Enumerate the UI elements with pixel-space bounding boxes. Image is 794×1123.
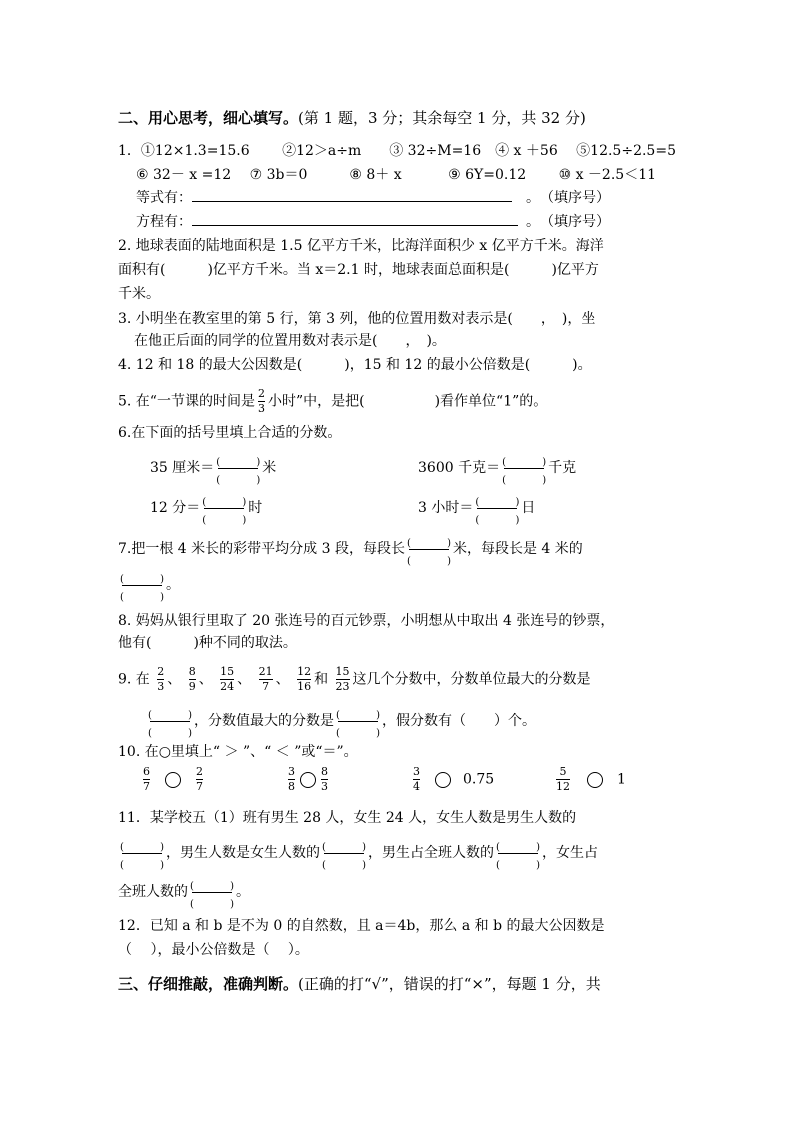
q11-blank-4[interactable] <box>190 884 234 900</box>
q2-line2: 面积有( )亿平方千米。当 x＝2.1 时，地球表面总面积是( )亿平方 <box>118 262 599 278</box>
q1-line2: ⑥ 32－ x =12 ⑦ 3b＝0 ⑧ 8＋ x ⑨ 6Y=0.12 ⑩ x －2.5＜11 <box>136 167 657 183</box>
q6-item-d: 3 小时＝ 日 <box>418 500 536 516</box>
q6-d-blank[interactable] <box>475 500 519 516</box>
q9-frac-2: $\frac{8}{9}$ <box>188 665 196 693</box>
q9-frac-4: $\frac{21}{7}$ <box>258 665 273 693</box>
q9-frac-1: $\frac{2}{3}$ <box>157 665 165 693</box>
q1-equation-row <box>136 187 610 208</box>
q5-post: 小时”中，是把( )看作单位“1”的。 <box>267 393 548 410</box>
q9-blank-1[interactable] <box>148 713 192 729</box>
q10-pair-1: $\frac{6}{7}$ $\frac{2}{7}$ <box>143 765 203 793</box>
q9-line2: ，分数值最大的分数是 ，假分数有（ ）个。 <box>146 711 536 731</box>
equation-tail: 。 （填序号） <box>526 190 610 206</box>
q10-pair-2: $\frac{3}{8}$ $\frac{8}{3}$ <box>288 765 328 793</box>
q2-line3: 千米。 <box>118 286 160 302</box>
q10-pair-3: $\frac{3}{4}$ 0.75 <box>413 765 495 793</box>
q6-title: 6.在下面的括号里填上合适的分数。 <box>118 425 342 441</box>
q8-line1: 8. 妈妈从银行里取了 20 张连号的百元钞票，小明想从中取出 4 张连号的钞票， <box>118 613 615 629</box>
q11-blank-2[interactable] <box>322 845 366 861</box>
compare-circle[interactable] <box>435 772 451 788</box>
q7-blank-2[interactable] <box>120 577 164 593</box>
compare-circle[interactable] <box>165 772 181 788</box>
q5-pre: 5. 在“一节课的时间是 <box>118 393 255 410</box>
section-2-title: 二、用心思考，细心填写。 <box>118 109 299 127</box>
section-3-header <box>118 974 601 994</box>
q7-line2: 。 <box>118 575 180 595</box>
q7-line1: 7.把一根 4 米长的彩带平均分成 3 段，每段长 米，每段长是 4 米的 <box>118 541 583 557</box>
q8-line2: 他有( )种不同的取法。 <box>118 635 297 651</box>
equation-label: 等式有： <box>136 190 192 206</box>
q9-frac-5: $\frac{12}{16}$ <box>297 665 312 693</box>
q9-line1: 9. 在 $\frac{2}{3}$ 、 $\frac{8}{9}$ 、 $\frac{15}{24}$ 、 $\frac{21}{7}$ 、 $\frac{12}{16}$ 和 $\frac{15}{23}$ 这几个分数中，分数单位最大的分数是 <box>118 665 591 693</box>
section-2-note: (第 1 题，3 分；其余每空 1 分，共 32 分) <box>298 109 586 127</box>
q3-line2: 在他正后面的同学的位置用数对表示是( ， )。 <box>134 333 446 349</box>
q12-line2: （ ），最小公倍数是（ ）。 <box>118 942 309 958</box>
q12-line1: 12．已知 a 和 b 是不为 0 的自然数，且 a＝4b，那么 a 和 b 的最大公因数是 <box>118 918 605 934</box>
compare-circle[interactable] <box>587 772 603 788</box>
formula-tail: 。 （填序号） <box>526 214 610 230</box>
q11-line1: 11．某学校五（1）班有男生 28 人，女生 24 人，女生人数是男生人数的 <box>118 810 577 826</box>
formula-label: 方程有： <box>136 214 192 230</box>
q5-line <box>118 388 547 415</box>
q6-c-blank[interactable] <box>202 500 246 516</box>
q9-frac-3: $\frac{15}{24}$ <box>220 665 235 693</box>
q9-blank-2[interactable] <box>336 713 380 729</box>
q6-item-a: 35 厘米＝ 米 <box>150 460 277 476</box>
q4-line: 4. 12 和 18 的最大公因数是( )，15 和 12 的最小公倍数是( )。 <box>118 357 592 373</box>
section-2-header <box>118 108 586 128</box>
section-3-title: 三、仔细推敲，准确判断。 <box>118 975 299 993</box>
section-3-note: (正确的打“√”，错误的打“×”，每题 1 分，共 <box>298 975 601 993</box>
q6-item-c: 12 分＝ 时 <box>150 500 263 516</box>
q10-pair-4: $\frac{5}{12}$ 1 <box>556 765 626 793</box>
q5-fraction: $\frac{2}{3}$ <box>257 387 265 415</box>
q6-item-b: 3600 千克＝ 千克 <box>418 460 577 476</box>
q1-formula-row <box>136 211 610 232</box>
compare-circle[interactable] <box>300 772 316 788</box>
q6-b-blank[interactable] <box>502 460 546 476</box>
q6-a-blank[interactable] <box>216 460 260 476</box>
q3-line1: 3. 小明坐在教室里的第 5 行，第 3 列，他的位置用数对表示是( ， )，坐 <box>118 311 596 327</box>
equation-answer-blank[interactable] <box>192 187 512 202</box>
q11-line3: 全班人数的 。 <box>118 884 250 900</box>
q11-blank-3[interactable] <box>496 845 540 861</box>
formula-answer-blank[interactable] <box>192 211 518 226</box>
q7-blank-1[interactable] <box>407 541 451 557</box>
q1-line1: 1．①12×1.3=15.6 ②12＞a÷m ③ 32÷M=16 ④ x ＋56 ⑤12.5÷2.5=5 <box>118 143 676 159</box>
q2-line1: 2. 地球表面的陆地面积是 1.5 亿平方千米，比海洋面积少 x 亿平方千米。海洋 <box>118 238 604 254</box>
q10-title: 10. 在○里填上“ ＞ ”、“ ＜ ”或“＝”。 <box>118 744 358 760</box>
q11-line2: ，男生人数是女生人数的 ，男生占全班人数的 ，女生占 <box>118 843 598 863</box>
q11-blank-1[interactable] <box>120 845 164 861</box>
q9-frac-6: $\frac{15}{23}$ <box>335 665 350 693</box>
